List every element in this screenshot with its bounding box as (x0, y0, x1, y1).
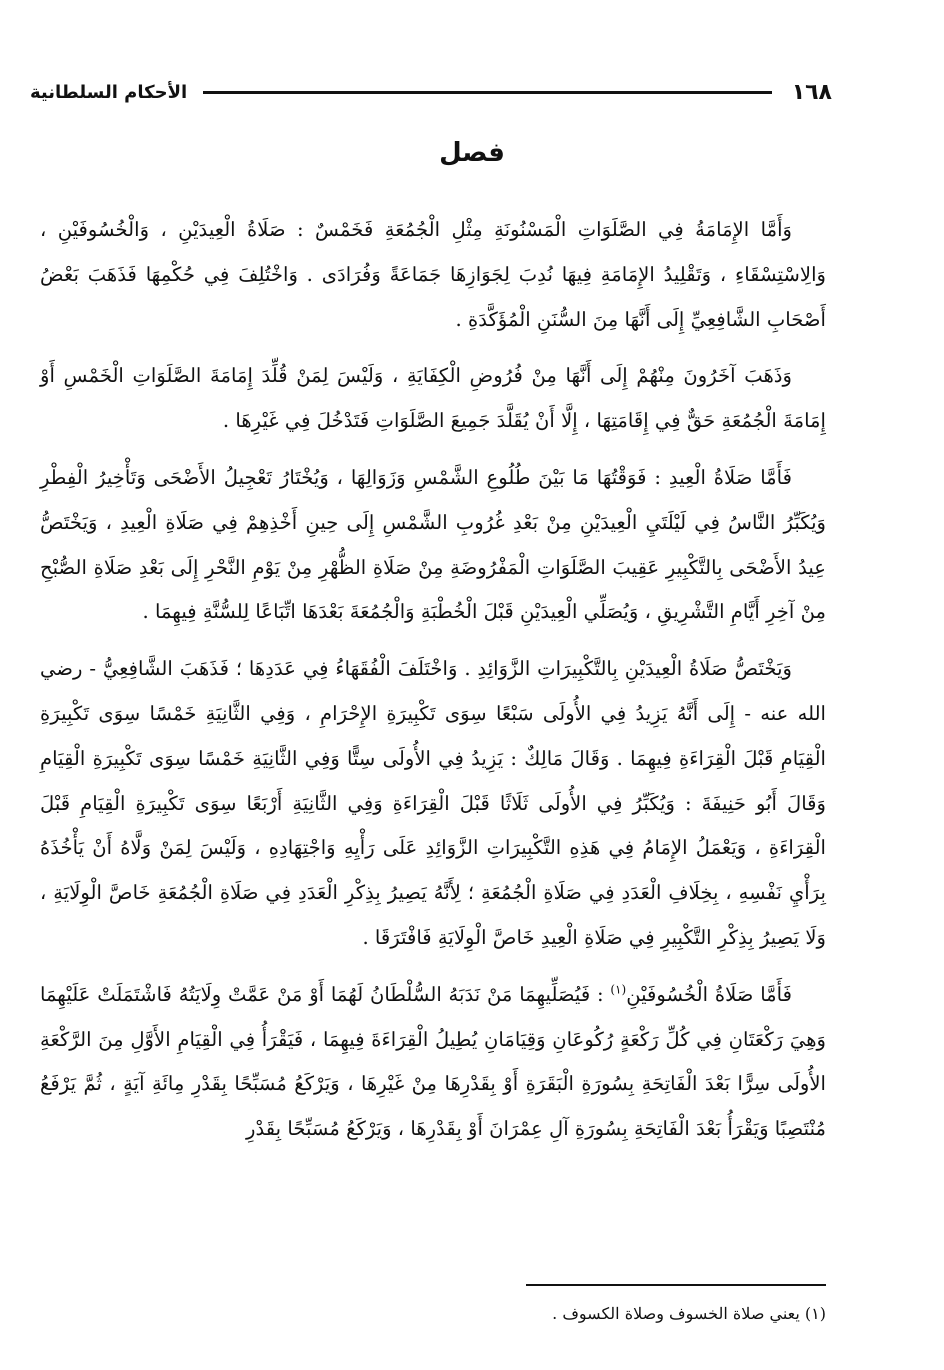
section-title: فصل (439, 138, 505, 168)
paragraph-2: وَذَهَبَ آخَرُونَ مِنْهُمْ إِلَى أَنَّهَا مِنْ فُرُوضِ الْكِفَايَةِ ، وَلَيْسَ لِمَنْ قُلِّدَ إِمَامَةَ الصَّلَوَاتِ الْخَمْسِ أَوْ إِمَامَةَ الْجُمُعَةِ حَقٌّ فِي إِقَامَتِهَا ، إِلَّا أَنْ يُقَلَّدَ جَمِيعَ الصَّلَوَاتِ فَتَدْخُلَ فِي غَيْرِهَا . (40, 364, 826, 433)
paragraph-5-lead: فَأَمَّا صَلَاةُ الْخُسُوفَيْنِ (626, 982, 792, 1006)
page-number: ١٦٨ (791, 79, 832, 105)
footnote-marker: (١) (610, 982, 627, 997)
paragraph-1: وَأَمَّا الإِمَامَةُ فِي الصَّلَوَاتِ الْمَسْنُونَةِ مِثْلِ الْجُمُعَةِ فَخَمْسٌ : صَلَاةُ الْعِيدَيْنِ ، وَالْخُسُوفَيْنِ ، وَالِاسْتِسْقَاءِ ، وَتَقْلِيدُ الإِمَامَةِ فِيهَا نُدِبَ لِجَوَازِهَا جَمَاعَةً وَفُرَادَى . وَاخْتُلِفَ فِي حُكْمِهَا فَذَهَبَ بَعْضُ أَصْحَابِ الشَّافِعِيِّ إِلَى أَنَّهَا مِنَ السُّنَنِ الْمُؤَكَّدَةِ . (40, 218, 826, 331)
footnote: (١) يعني صلاة الخسوف وصلاة الكسوف . (552, 1304, 826, 1323)
paragraph-5-body: : فَيُصَلِّيهِمَا مَنْ نَدَبَهُ السُّلْطَانُ لَهُمَا أَوْ مَنْ عَمَّتْ وِلَايَتُهُ فَاشْتَمَلَتْ عَلَيْهِمَا وَهِيَ رَكْعَتَانِ فِي كُلِّ رَكْعَةٍ رُكُوعَانِ وَقِيَامَانِ يُطِيلُ الْقِرَاءَةَ فِيهِمَا ، فَيَقْرَأُ فِي الْقِيَامِ الأَوَّلِ مِنَ الرَّكْعَةِ الأُولَى سِرًّا بَعْدَ الْفَاتِحَةِ بِسُورَةِ الْبَقَرَةِ أَوْ بِقَدْرِهَا مِنْ غَيْرِهَا ، وَيَرْكَعُ مُسَبِّحًا بِقَدْرِ مِائَةِ آيَةٍ ، ثُمَّ يَرْفَعُ مُنْتَصِبًا وَيَقْرَأُ بَعْدَ الْفَاتِحَةِ بِسُورَةِ آلِ عِمْرَانَ أَوْ بِقَدْرِهَا ، وَيَرْكَعُ مُسَبِّحًا بِقَدْرِ (40, 982, 826, 1141)
paragraph-3: فَأَمَّا صَلَاةُ الْعِيدِ : فَوَقْتُهَا مَا بَيْنَ طُلُوعِ الشَّمْسِ وَزَوَالِهَا ، وَيُخْتَارُ تَعْجِيلُ الأَضْحَى وَتَأْخِيرُ الْفِطْرِ وَيُكَبِّرُ النَّاسُ فِي لَيْلَتَيِ الْعِيدَيْنِ مِنْ بَعْدِ غُرُوبِ الشَّمْسِ إِلَى حِينِ أَخْذِهِمْ فِي صَلَاةِ الْعِيدِ ، وَيَخْتَصُّ عِيدُ الأَضْحَى بِالتَّكْبِيرِ عَقِيبَ الصَّلَوَاتِ الْمَفْرُوضَةِ مِنْ صَلَاةِ الظُّهْرِ مِنْ يَوْمِ النَّحْرِ إِلَى بَعْدِ صَلَاةِ الصُّبْحِ مِنْ آخِرِ أَيَّامِ التَّشْرِيقِ ، وَيُصَلِّي الْعِيدَيْنِ قَبْلَ الْخُطْبَةِ وَالْجُمُعَةَ بَعْدَهَا اتِّبَاعًا لِلسُّنَّةِ فِيهِمَا . (40, 465, 826, 624)
footnote-rule (526, 1284, 826, 1286)
paragraph-5 (40, 973, 826, 1152)
body-text (40, 208, 826, 1164)
paragraph-4: وَيَخْتَصُّ صَلَاةُ الْعِيدَيْنِ بِالتَّكْبِيرَاتِ الزَّوَائِدِ . وَاخْتَلَفَ الْفُقَهَاءُ فِي عَدَدِهَا ؛ فَذَهَبَ الشَّافِعِيُّ - رضي الله عنه - إِلَى أَنَّهُ يَزِيدُ فِي الأُولَى سَبْعًا سِوَى تَكْبِيرَةِ الإِحْرَامِ ، وَفِي الثَّانِيَةِ خَمْسًا سِوَى تَكْبِيرَةِ الْقِيَامِ قَبْلَ الْقِرَاءَةِ فِيهِمَا . وَقَالَ مَالِكٌ : يَزِيدُ فِي الأُولَى سِتًّا وَفِي الثَّانِيَةِ خَمْسًا سِوَى تَكْبِيرَةِ الْقِيَامِ وَقَالَ أَبُو حَنِيفَةَ : وَيُكَبِّرُ فِي الأُولَى ثَلَاثًا قَبْلَ الْقِرَاءَةِ وَفِي الثَّانِيَةِ أَرْبَعًا سِوَى تَكْبِيرَةِ الْقِيَامِ قَبْلَ الْقِرَاءَةِ ، وَيَعْمَلُ الإِمَامُ فِي هَذِهِ التَّكْبِيرَاتِ الزَّوَائِدِ عَلَى رَأْيِهِ وَاجْتِهَادِهِ ، وَلَيْسَ لِمَنْ وَلَّاهُ أَنْ يَأْخُذَهُ بِرَأْيِ نَفْسِهِ ، بِخِلَافِ الْعَدَدِ فِي صَلَاةِ الْجُمُعَةِ ؛ لِأَنَّهُ يَصِيرُ بِذِكْرِ الْعَدَدِ فِي صَلَاةِ الْجُمُعَةِ خَاصَّ الْوِلَايَةِ ، وَلَا يَصِيرُ بِذِكْرِ التَّكْبِيرِ فِي صَلَاةِ الْعِيدِ خَاصَّ الْوِلَايَةِ فَافْتَرَقَا . (40, 657, 826, 949)
running-title: الأحكام السلطانية (30, 81, 188, 103)
header-rule (203, 91, 772, 94)
page-header (30, 72, 832, 112)
